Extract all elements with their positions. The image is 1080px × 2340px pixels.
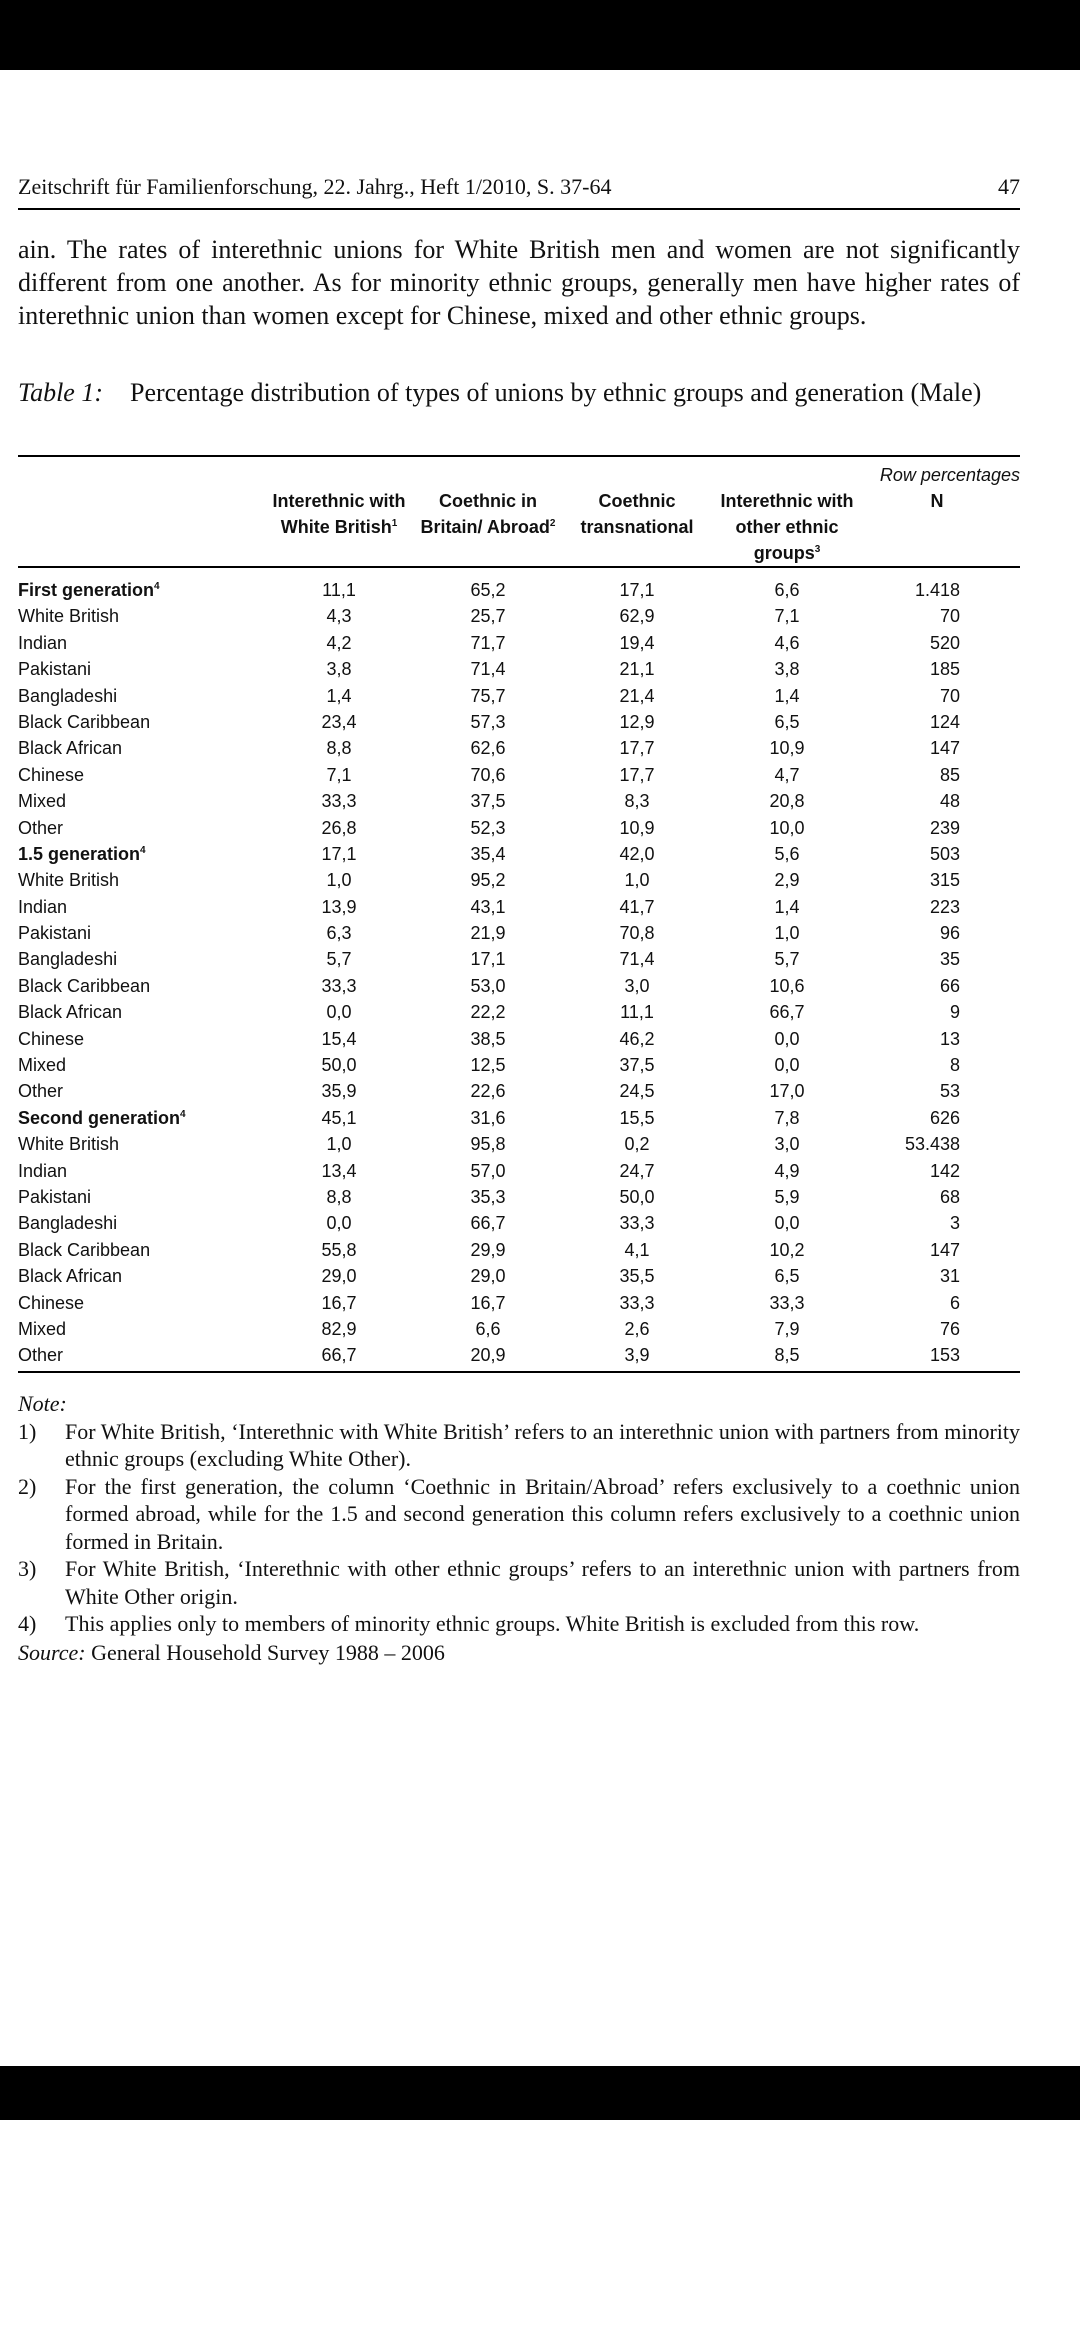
row-label xyxy=(18,1237,264,1263)
table-cell: 0,0 xyxy=(774,1028,800,1049)
row-label xyxy=(18,973,264,999)
table-cell: 124 xyxy=(929,711,960,732)
table-row xyxy=(18,788,1020,814)
table-cell: 21,4 xyxy=(619,685,655,706)
table-cell: 22,6 xyxy=(470,1081,506,1102)
table-cell: 239 xyxy=(929,817,960,838)
table-row xyxy=(18,709,1020,735)
row-label-text: Mixed xyxy=(18,1055,67,1076)
row-label-text: First generation xyxy=(18,580,155,600)
table-cell: 95,2 xyxy=(470,870,506,891)
note-text: For the first generation, the column ‘Coethnic in Britain/Abroad’ refers exclusively to a coethnic union formed abroad, while for the 1.5 and second generation this column refers exclusively to a coethnic union formed in Britain. xyxy=(65,1473,1020,1554)
table-cell: 12,9 xyxy=(619,711,655,732)
table-cell: 1,4 xyxy=(326,685,352,706)
column-header-line xyxy=(414,514,562,540)
row-label xyxy=(18,920,264,946)
table-cell: 4,6 xyxy=(774,632,800,653)
column-header-2 xyxy=(414,488,562,566)
row-label-text: Indian xyxy=(18,632,68,653)
row-label xyxy=(18,762,264,788)
row-label xyxy=(18,1184,264,1210)
table-cell: 13,9 xyxy=(321,896,357,917)
column-header-line: Interethnic with xyxy=(272,491,406,511)
table-cell: 7,9 xyxy=(774,1318,800,1339)
table-cell: 11,1 xyxy=(620,1002,654,1023)
column-header-text: Britain/ Abroad xyxy=(420,517,550,537)
table-cell: 8,5 xyxy=(774,1345,800,1366)
table-cell: 185 xyxy=(929,659,960,680)
table-cell: 10,6 xyxy=(769,975,805,996)
table-cell: 147 xyxy=(929,1239,960,1260)
row-label-text: Bangladeshi xyxy=(18,685,118,706)
row-label xyxy=(18,788,264,814)
table-cell: 53 xyxy=(939,1081,960,1102)
row-label xyxy=(18,1026,264,1052)
row-label-text: Black Caribbean xyxy=(18,711,151,732)
table-cell: 20,9 xyxy=(470,1345,506,1366)
journal-citation: Zeitschrift für Familienforschung, 22. Jahrg., Heft 1/2010, S. 37-64 xyxy=(18,174,612,199)
row-label xyxy=(18,1131,264,1157)
table-cell: 3,0 xyxy=(774,1134,800,1155)
table-cell: 24,7 xyxy=(619,1160,655,1181)
notes-list xyxy=(18,1418,1020,1638)
table-cell: 70 xyxy=(939,606,960,627)
row-label xyxy=(18,1052,264,1078)
row-label xyxy=(18,815,264,841)
column-header-line: Coethnic xyxy=(598,491,676,511)
table-row xyxy=(18,1052,1020,1078)
column-header-text: transnational xyxy=(580,517,694,537)
table-cell: 29,0 xyxy=(470,1266,506,1287)
table-cell: 0,0 xyxy=(774,1055,800,1076)
table-cell: 147 xyxy=(929,738,960,759)
table-cell: 35,4 xyxy=(470,843,506,864)
table-cell: 4,9 xyxy=(774,1160,800,1181)
row-label-text: Chinese xyxy=(18,764,85,785)
table-cell: 17,7 xyxy=(619,764,655,785)
table-cell: 25,7 xyxy=(470,606,506,627)
table-cell: 70,6 xyxy=(470,764,506,785)
table-cell: 15,5 xyxy=(619,1107,655,1128)
table-cell: 45,1 xyxy=(321,1107,357,1128)
table-cell: 6,6 xyxy=(475,1318,501,1339)
table-row xyxy=(18,683,1020,709)
table-caption xyxy=(18,377,1020,408)
table-cell: 62,6 xyxy=(470,738,506,759)
row-label-text: Other xyxy=(18,817,64,838)
table-cell: 4,7 xyxy=(774,764,800,785)
table-cell: 17,1 xyxy=(321,843,357,864)
source-text: General Household Survey 1988 – 2006 xyxy=(91,1639,445,1665)
footnote-marker: 4 xyxy=(154,581,160,592)
table-cell: 85 xyxy=(939,764,960,785)
table-cell: 5,6 xyxy=(774,843,800,864)
table-cell: 10,9 xyxy=(619,817,655,838)
table-cell: 13,4 xyxy=(321,1160,357,1181)
table-cell: 1,0 xyxy=(624,870,650,891)
table-cell: 42,0 xyxy=(619,843,655,864)
row-label-text: Pakistani xyxy=(18,923,92,944)
table-cell: 17,0 xyxy=(769,1081,805,1102)
row-percentages-label: Row percentages xyxy=(879,465,1020,485)
table-cell: 16,7 xyxy=(321,1292,357,1313)
table-cell: 46,2 xyxy=(619,1028,655,1049)
table-row xyxy=(18,1316,1020,1342)
table-row xyxy=(18,999,1020,1025)
table-body xyxy=(18,568,1020,1369)
table-cell: 9 xyxy=(949,1002,960,1023)
table-cell: 15,4 xyxy=(321,1028,357,1049)
table-cell: 1,4 xyxy=(774,896,800,917)
row-label-text: White British xyxy=(18,1134,120,1155)
row-label-text: Bangladeshi xyxy=(18,949,118,970)
table-cell: 41,7 xyxy=(619,896,655,917)
table-row xyxy=(18,815,1020,841)
table-cell: 11,1 xyxy=(322,580,356,600)
table-cell: 29,0 xyxy=(321,1266,357,1287)
table-cell: 95,8 xyxy=(470,1134,506,1155)
row-label-text: Chinese xyxy=(18,1292,85,1313)
note-text: For White British, ‘Interethnic with White British’ refers to an interethnic union with partners from minority ethnic groups (excluding White Other). xyxy=(65,1418,1020,1471)
table-cell: 503 xyxy=(929,843,960,864)
footnote-marker: 1 xyxy=(391,518,398,529)
table-cell: 31,6 xyxy=(470,1107,506,1128)
column-header-text: White British xyxy=(280,517,392,537)
table-cell: 26,8 xyxy=(321,817,357,838)
column-header-line: Coethnic in xyxy=(439,491,537,511)
table-cell: 16,7 xyxy=(470,1292,506,1313)
table-cell: 29,9 xyxy=(470,1239,506,1260)
column-header-0 xyxy=(18,488,264,566)
row-label-text: Other xyxy=(18,1081,64,1102)
row-label-text: Mixed xyxy=(18,791,67,812)
row-label xyxy=(18,841,264,867)
footnote-marker: 2 xyxy=(549,518,556,529)
table-row xyxy=(18,1237,1020,1263)
table-cell: 96 xyxy=(939,923,960,944)
table-cell: 8,8 xyxy=(326,738,352,759)
table-cell: 1,0 xyxy=(774,923,800,944)
table-cell: 7,1 xyxy=(326,764,352,785)
table-cell: 43,1 xyxy=(470,896,506,917)
table-cell: 71,4 xyxy=(619,949,655,970)
table-cell: 38,5 xyxy=(470,1028,506,1049)
table-cell: 315 xyxy=(929,870,960,891)
table-cell: 76 xyxy=(939,1318,960,1339)
top-black-bar xyxy=(0,0,1080,70)
table-cell: 71,7 xyxy=(470,632,506,653)
table-cell: 55,8 xyxy=(321,1239,357,1260)
note-number: 4) xyxy=(18,1611,37,1636)
table-row xyxy=(18,920,1020,946)
table-cell: 8,8 xyxy=(326,1186,352,1207)
column-header-1 xyxy=(264,488,414,566)
table-cell: 0,0 xyxy=(326,1002,352,1023)
column-header-text: other ethnic xyxy=(735,517,839,537)
table-cell: 33,3 xyxy=(619,1292,655,1313)
table-cell: 23,4 xyxy=(321,711,357,732)
row-label-text: Other xyxy=(18,1345,64,1366)
table-cell: 21,1 xyxy=(619,659,655,680)
table-row xyxy=(18,656,1020,682)
table-cell: 19,4 xyxy=(619,632,655,653)
row-label xyxy=(18,1105,264,1131)
table-row xyxy=(18,867,1020,893)
row-label xyxy=(18,709,264,735)
note-number: 3) xyxy=(18,1556,37,1581)
row-label-text: Bangladeshi xyxy=(18,1213,118,1234)
table-row xyxy=(18,1290,1020,1316)
row-label-text: White British xyxy=(18,870,120,891)
table-cell: 3,8 xyxy=(774,659,800,680)
row-label xyxy=(18,1078,264,1104)
table-cell: 223 xyxy=(929,896,960,917)
lead-paragraph: ain. The rates of interethnic unions for White British men and women are not significantly different from one another. As for minority ethnic groups, generally men have higher rates of interethnic union than women except for Chinese, mixed and other ethnic groups. xyxy=(18,235,1020,330)
table-cell: 33,3 xyxy=(619,1213,655,1234)
table-cell: 10,9 xyxy=(769,738,805,759)
table-cell: 7,8 xyxy=(774,1107,800,1128)
column-header-3 xyxy=(562,488,712,566)
row-label xyxy=(18,577,264,603)
table-cell: 33,3 xyxy=(321,791,357,812)
table-cell: 5,7 xyxy=(326,949,352,970)
generation-group-row xyxy=(18,841,1020,867)
table-cell: 3,9 xyxy=(624,1345,650,1366)
table-cell: 0,0 xyxy=(774,1213,800,1234)
table-cell: 13 xyxy=(939,1028,960,1049)
row-label xyxy=(18,630,264,656)
table-cell: 4,1 xyxy=(624,1239,650,1260)
table-cell: 520 xyxy=(929,632,960,653)
table-cell: 12,5 xyxy=(470,1055,506,1076)
table-cell: 37,5 xyxy=(470,791,506,812)
column-header-line xyxy=(264,514,414,540)
table-cell: 70 xyxy=(939,685,960,706)
row-label xyxy=(18,946,264,972)
table-cell: 5,9 xyxy=(774,1186,800,1207)
table-cell: 53.438 xyxy=(904,1134,960,1155)
table-cell: 4,3 xyxy=(326,606,352,627)
row-label xyxy=(18,1316,264,1342)
row-label xyxy=(18,683,264,709)
table-cell: 35,3 xyxy=(470,1186,506,1207)
footnote-marker: 3 xyxy=(814,544,821,555)
row-label xyxy=(18,999,264,1025)
table-cell: 10,2 xyxy=(769,1239,805,1260)
row-label-text: Indian xyxy=(18,1160,68,1181)
table-cell: 75,7 xyxy=(470,685,506,706)
footnote-marker: 4 xyxy=(140,844,146,856)
table-cell: 62,9 xyxy=(619,606,655,627)
table-cell: 17,1 xyxy=(619,580,655,600)
column-header-4 xyxy=(712,488,862,566)
row-label xyxy=(18,1210,264,1236)
table-cell: 626 xyxy=(929,1107,960,1128)
table-cell: 33,3 xyxy=(769,1292,805,1313)
column-header-5 xyxy=(862,488,1012,566)
table-cell: 57,3 xyxy=(470,711,506,732)
table-cell: 48 xyxy=(939,791,960,812)
row-label-text: Mixed xyxy=(18,1318,67,1339)
note-text: This applies only to members of minority ethnic groups. White British is excluded from this row. xyxy=(65,1611,920,1636)
row-label-text: Black Caribbean xyxy=(18,1239,151,1260)
table-cell: 68 xyxy=(939,1186,960,1207)
note-number: 2) xyxy=(18,1473,37,1499)
table-cell: 70,8 xyxy=(619,923,655,944)
row-label-text: Black African xyxy=(18,738,123,759)
table-row xyxy=(18,1263,1020,1289)
page-number: 47 xyxy=(998,174,1020,199)
table-cell: 53,0 xyxy=(470,975,506,996)
row-label-text: Chinese xyxy=(18,1028,85,1049)
table-cell: 50,0 xyxy=(619,1186,655,1207)
table-cell: 1,0 xyxy=(326,1134,352,1155)
table-cell: 57,0 xyxy=(470,1160,506,1181)
row-label-text: 1.5 generation xyxy=(18,843,141,864)
running-head xyxy=(18,174,1020,210)
note-item xyxy=(18,1610,1020,1638)
table-cell: 142 xyxy=(929,1160,960,1181)
table-cell: 71,4 xyxy=(470,659,506,680)
table-cell: 7,1 xyxy=(774,606,800,627)
row-label-text: White British xyxy=(18,606,120,627)
table-cell: 0,2 xyxy=(624,1134,650,1155)
note-text: For White British, ‘Interethnic with other ethnic groups’ refers to an interethnic union with partners from White Other origin. xyxy=(65,1556,1020,1609)
table-row xyxy=(18,1078,1020,1104)
generation-group-row xyxy=(18,577,1020,603)
table-cell: 6,6 xyxy=(774,580,800,600)
table-cell: 66,7 xyxy=(321,1345,357,1366)
table-cell: 21,9 xyxy=(470,923,506,944)
table-cell: 2,6 xyxy=(624,1318,650,1339)
row-label xyxy=(18,867,264,893)
table-row xyxy=(18,1342,1020,1368)
table-cell: 31 xyxy=(939,1266,960,1287)
table-cell: 20,8 xyxy=(769,791,805,812)
table-cell: 5,7 xyxy=(774,949,800,970)
row-label xyxy=(18,1263,264,1289)
table-cell: 6,3 xyxy=(326,923,352,944)
table-cell: 6,5 xyxy=(774,711,800,732)
table-cell: 0,0 xyxy=(326,1213,352,1234)
row-label-text: Indian xyxy=(18,896,68,917)
table-cell: 153 xyxy=(929,1345,960,1366)
table-cell: 1,4 xyxy=(774,685,800,706)
table-cell: 66,7 xyxy=(769,1002,805,1023)
row-label-text: Second generation xyxy=(18,1107,181,1128)
table-cell: 1,0 xyxy=(326,870,352,891)
notes-title: Note: xyxy=(18,1391,67,1416)
table-cell: 17,1 xyxy=(470,949,506,970)
column-header-line xyxy=(562,514,712,540)
generation-group-row xyxy=(18,1105,1020,1131)
table-row xyxy=(18,1158,1020,1184)
row-label xyxy=(18,735,264,761)
column-header-text: groups xyxy=(753,543,815,563)
table-cell: 50,0 xyxy=(321,1055,357,1076)
table-row xyxy=(18,894,1020,920)
table-row xyxy=(18,1131,1020,1157)
table-cell: 66,7 xyxy=(470,1213,506,1234)
table-cell: 3 xyxy=(949,1213,960,1234)
table-row xyxy=(18,735,1020,761)
table-row xyxy=(18,1026,1020,1052)
table-cell: 37,5 xyxy=(619,1055,655,1076)
table-cell: 2,9 xyxy=(774,870,800,891)
table-row xyxy=(18,1210,1020,1236)
table-cell: 6,5 xyxy=(774,1266,800,1287)
row-label-text: Pakistani xyxy=(18,1186,92,1207)
table-cell: 82,9 xyxy=(321,1318,357,1339)
bottom-black-bar xyxy=(0,2066,1080,2120)
caption-label: Table 1: xyxy=(18,378,103,407)
table-cell: 66 xyxy=(939,975,960,996)
table-cell: 4,2 xyxy=(326,632,352,653)
row-label xyxy=(18,1342,264,1368)
note-number: 1) xyxy=(18,1418,37,1444)
note-item xyxy=(18,1473,1020,1556)
row-label-text: Black Caribbean xyxy=(18,975,151,996)
table-row xyxy=(18,946,1020,972)
table-row xyxy=(18,762,1020,788)
row-label-text: Black African xyxy=(18,1002,123,1023)
row-label xyxy=(18,1290,264,1316)
table-cell: 8 xyxy=(949,1055,960,1076)
table-cell: 52,3 xyxy=(470,817,506,838)
caption-text: Percentage distribution of types of unions by ethnic groups and generation (Male) xyxy=(130,378,982,407)
table-row xyxy=(18,603,1020,629)
row-label xyxy=(18,894,264,920)
footnote-marker: 4 xyxy=(180,1108,186,1120)
table-row xyxy=(18,630,1020,656)
table-row xyxy=(18,1184,1020,1210)
table-cell: 3,0 xyxy=(624,975,650,996)
table-cell: 8,3 xyxy=(624,791,650,812)
column-header-line xyxy=(712,540,862,566)
table-cell: 17,7 xyxy=(619,738,655,759)
table-cell: 6 xyxy=(949,1292,960,1313)
note-item xyxy=(18,1418,1020,1473)
column-header-line xyxy=(712,514,862,540)
note-item xyxy=(18,1555,1020,1610)
table-cell: 33,3 xyxy=(321,975,357,996)
source-label: Source: xyxy=(18,1639,86,1665)
table-cell: 35 xyxy=(939,949,960,970)
row-label xyxy=(18,1158,264,1184)
table-cell: 3,8 xyxy=(326,659,352,680)
row-label xyxy=(18,656,264,682)
table-cell: 35,5 xyxy=(619,1266,655,1287)
table-bottom-rule xyxy=(18,1371,1020,1373)
source-line xyxy=(18,1639,1020,1667)
table-header-row xyxy=(18,488,1020,568)
row-label xyxy=(18,603,264,629)
column-header-line: Interethnic with xyxy=(720,491,854,511)
notes-section xyxy=(18,1390,1020,1666)
table-cell: 1.418 xyxy=(914,580,960,600)
column-header-line: N xyxy=(930,491,944,511)
row-label-text: Black African xyxy=(18,1266,123,1287)
table-row xyxy=(18,973,1020,999)
table-cell: 65,2 xyxy=(470,580,506,600)
row-label-text: Pakistani xyxy=(18,659,92,680)
table-cell: 35,9 xyxy=(321,1081,357,1102)
table-cell: 10,0 xyxy=(769,817,805,838)
data-table xyxy=(18,455,1020,1373)
table-cell: 22,2 xyxy=(470,1002,506,1023)
table-cell: 24,5 xyxy=(619,1081,655,1102)
